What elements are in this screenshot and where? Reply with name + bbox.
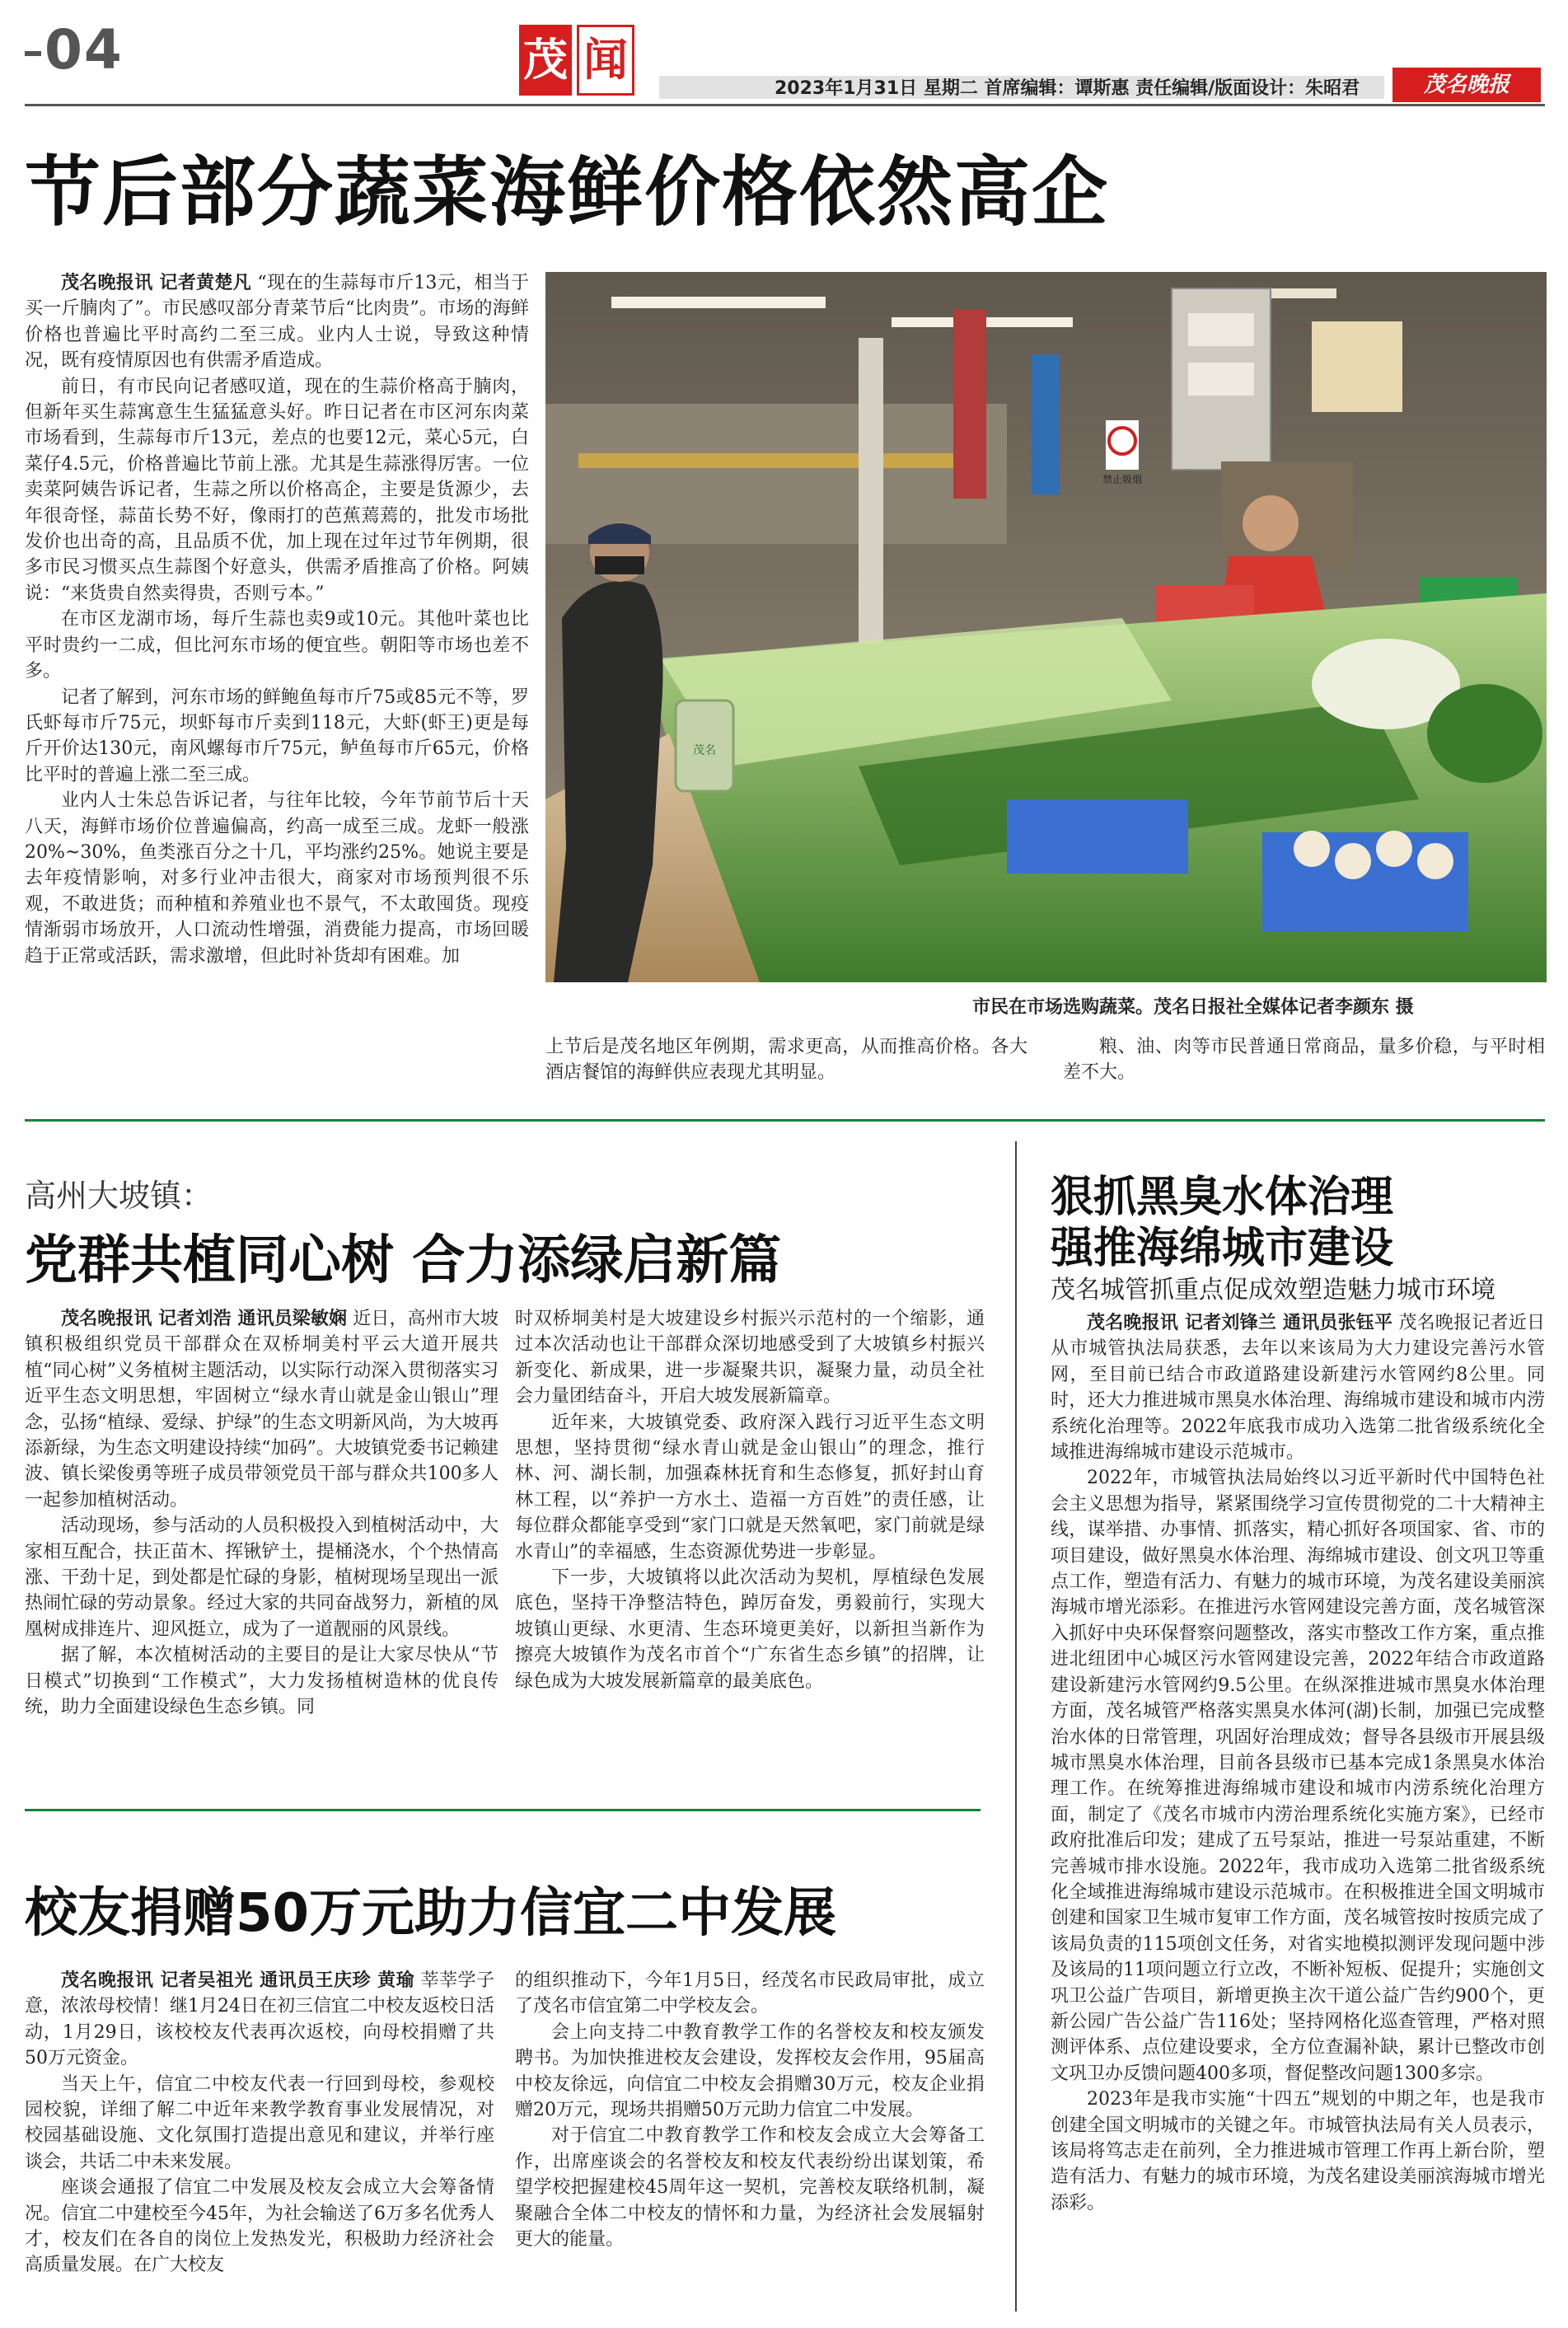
article2-para-3: 据了解，本次植树活动的主要目的是让大家尽快从“节日模式”切换到“工作模式”，大力发扬植树造林的优良传统，助力全面建设绿色生态乡镇。同 [25,1645,498,1718]
article3-headline: 校友捐赠50万元助力信宜二中发展 [25,1883,837,1944]
article3-para-6: 对于信宜二中教育教学工作和校友会成立大会筹备工作，出席座谈会的名誉校友和校友代表纷纷出谋划策，希望学校把握建校45周年这一契机，完善校友联络机制，凝聚融合全体二中校友的情怀和力量，为经济社会发展辐射更大的能量。 [515,2125,985,2251]
article4-headline-line1: 狠抓黑臭水体治理 [1051,1173,1394,1222]
article2-kicker: 高州大坡镇： [25,1178,213,1214]
article3-para-3: 座谈会通报了信宜二中发展及校友会成立大会筹备情况。信宜二中建校至今45年，为社会输送了6万多名优秀人才，校友们在各自的岗位上发热发光，积极助力经济社会高质量发展。在广大校友 [25,2177,494,2276]
article4-byline: 茂名晚报讯 记者刘锋兰 通讯员张钰平 [1087,1313,1393,1333]
article2-para-4: 时双桥垌美村是大坡建设乡村振兴示范村的一个缩影，通过本次活动也让干部群众深切地感受到了大坡镇乡村振兴新变化、新成果，进一步凝聚共识，凝聚力量，动员全社会力量团结奋斗，开启大坡发展新篇章。 [515,1309,985,1408]
article2-para-2: 活动现场，参与活动的人员积极投入到植树活动中，大家相互配合，扶正苗木、挥锹铲土，提桶浇水，个个热情高涨、干劲十足，到处都是忙碌的身影，植树现场呈现出一派热闹忙碌的劳动景象。经过大家的共同奋战努力，新植的凤凰树成排连片、迎风挺立，成为了一道靓丽的风景线。 [25,1515,498,1640]
article1-col2-text: 上节后是茂名地区年例期，需求更高，从而推高价格。各大酒店餐馆的海鲜供应表现尤其明显。 [545,1037,1027,1084]
article1-para-4: 记者了解到，河东市场的鲜鲍鱼每市斤75或85元不等，罗氏虾每市斤75元，坝虾每市斤卖到118元，大虾(虾王)更是每斤开价达130元，南风螺每市斤75元，鲈鱼每市斤65元，价格比平时的普遍上涨二至三成。 [25,686,529,785]
green-divider [25,1119,1545,1122]
newspaper-logo: 茂名晚报 [1392,68,1541,102]
section-tag [519,25,634,104]
header-info: 2023年1月31日 星期二 首席编辑：谭斯惠 责任编辑/版面设计：朱昭君 [775,78,1360,99]
article4-para-3: 2023年是我市实施“十四五”规划的中期之年，也是我市创建全国文明城市的关键之年。市城管执法局有关人员表示，该局将笃志走在前列，全力推进城市管理工作再上新台阶，塑造有活力、有魅力的城市环境，为茂名建设美丽滨海城市增光添彩。 [1051,2089,1545,2213]
column-divider [1015,1141,1017,2312]
article1-col3 [1063,1034,1545,1086]
article1-col2 [545,1034,1027,1086]
article2-col1 [25,1306,498,1721]
header-rule [25,104,1545,106]
article3-byline: 茂名晚报讯 记者吴祖光 通讯员王庆珍 黄瑜 [61,1970,415,1991]
article2-para-1: 近日，高州市大坡镇积极组织党员干部群众在双桥垌美村平云大道开展共植“同心树”义务植树主题活动，以实际行动深入贯彻落实习近平生态文明思想，牢固树立“绿水青山就是金山银山”理念，弘扬“植绿、爱绿、护绿”的生态文明新风尚，为大坡再添新绿，为生态文明建设持续“加码”。大坡镇党委书记赖建波、镇长梁俊勇等班子成员带领党员干部与群众共100多人一起参加植树活动。 [25,1309,498,1511]
green-divider-2 [25,1809,981,1811]
article3-col2 [515,1968,985,2252]
article4-headline-line2: 强推海绵城市建设 [1051,1224,1394,1273]
article1-col3-text: 粮、油、肉等市民普通日常商品，量多价稳，与平时相差不大。 [1063,1037,1545,1084]
article4-para-1: 茂名晚报记者近日从市城管执法局获悉，去年以来该局为大力建设完善污水管网，至目前已结合市政道路建设新建污水管网约8公里。同时，还大力推进城市黑臭水体治理、海绵城市建设和城市内涝系统化治理等。2022年底我市成功入选第二批省级系统化全域推进海绵城市建设示范城市。 [1051,1313,1545,1464]
article2-byline: 茂名晚报讯 记者刘浩 通讯员梁敏娴 [61,1309,348,1329]
market-photo [545,272,1547,982]
page-number: 04 [25,18,124,82]
article2-para-6: 下一步，大坡镇将以此次活动为契机，厚植绿色发展底色，坚持干净整洁特色，踔厉奋发，勇毅前行，实现大坡镇山更绿、水更清、生态环境更美好，以新担当新作为擦亮大坡镇作为茂名市首个“广东省生态乡镇”的招牌，让绿色成为大坡发展新篇章的最美底色。 [515,1567,985,1692]
article3-para-2: 当天上午，信宜二中校友代表一行回到母校，参观校园校貌，详细了解二中近年来教学教育事业发展情况，对校园基础设施、文化氛围打造提出意见和建议，并举行座谈会，共话二中未来发展。 [25,2073,494,2172]
section-char-1: 茂 [519,25,572,96]
article4-subhead: 茂名城管抓重点促成效塑造魅力城市环境 [1051,1276,1495,1305]
article3-col1 [25,1968,494,2279]
article2-headline: 党群共植同心树 合力添绿启新篇 [25,1230,782,1291]
article2-col2 [515,1306,985,1694]
article4-body [1051,1310,1545,2216]
bin-label: 茂名 [693,744,716,757]
article4-para-2: 2022年，市城管执法局始终以习近平新时代中国特色社会主义思想为指导，紧紧围绕学习宣传贯彻党的二十大精神主线，谋举措、办事情、抓落实，精心抓好各项国家、省、市的项目建设，做好黑臭水体治理、海绵城市建设、创文巩卫等重点工作，塑造有活力、有魅力的城市环境，为茂名建设美丽滨海城市增光添彩。在推进污水管网建设完善方面，茂名城管深入抓好中央环保督察问题整改，落实市整改工作方案，重点推进北纽团中心城区污水管网建设完善，2022年结合市政道路建设新建污水管网约9.5公里。在纵深推进城市黑臭水体治理方面，茂名城管严格落实黑臭水体河(湖)长制，加强已完成整治水体的日常管理，巩固好治理成效；督导各县级市开展县级城市黑臭水体治理，目前各县级市已基本完成1条黑臭水体治理工作。在统筹推进海绵城市建设和城市内涝系统化治理方面，制定了《茂名市城市内涝治理系统化实施方案》，已经市政府批准后印发；建成了五号泵站，推进一号泵站重建，不断完善城市排水设施。2022年，我市成功入选第二批省级系统化全域推进海绵城市建设示范城市。在积极推进全国文明城市创建和国家卫生城市复审工作方面，茂名城管按时按质完成了该局负责的115项创文任务，对省实地模拟测评发现问题中涉及该局的11项问题立行立改，不断补短板、促提升；实施创文巩卫公益广告项目，新增更换主次干道公益广告约900个，更新公园广告公益广告116处；坚持网格化巡查管理，严格对照测评体系、点位建设要求，全方位查漏补缺，累计已整改市创文巩卫办反馈问题400多项，督促整改问题1300多宗。 [1051,1468,1545,2084]
article1-para-5: 业内人士朱总告诉记者，与往年比较，今年节前节后十天八天，海鲜市场价位普遍偏高，约高一成至三成。龙虾一般涨20%~30%，鱼类涨百分之十几，平均涨约25%。她说主要是去年疫情影响，对多行业冲击很大，商家对市场预判很不乐观，不敢进货；而种植和养殖业也不景气，不太敢囤货。现疫情渐弱市场放开，人口流动性增强，消费能力提高，市场回暖趋于正常或活跃，需求激增，但此时补货却有困难。加 [25,790,529,967]
photo-caption: 市民在市场选购蔬菜。茂名日报社全媒体记者李颜东 摄 [972,997,1414,1018]
article1-col1 [25,270,529,969]
article1-headline: 节后部分蔬菜海鲜价格依然高企 [25,148,1110,237]
article3-para-4: 的组织推动下，今年1月5日，经茂名市民政局审批，成立了茂名市信宜第二中学校友会。 [515,1970,985,2017]
no-smoking-sign: 禁止吸烟 [1102,474,1143,485]
article1-para-3: 在市区龙湖市场，每斤生蒜也卖9或10元。其他叶菜也比平时贵约一二成，但比河东市场的便宜些。朝阳等市场也差不多。 [25,609,529,682]
article2-para-5: 近年来，大坡镇党委、政府深入践行习近平生态文明思想，坚持贯彻“绿水青山就是金山银山”的理念，推行林、河、湖长制，加强森林抚育和生态修复，抓好封山育林工程，以“养护一方水土、造福一方百姓”的责任感，让每位群众都能享受到“家门口就是天然氧吧，家门前就是绿水青山”的幸福感，生态资源优势进一步彰显。 [515,1412,985,1562]
article3-para-1: 莘莘学子意，浓浓母校情！继1月24日在初三信宜二中校友返校日活动，1月29日，该校校友代表再次返校，向母校捐赠了共50万元资金。 [25,1970,494,2069]
article1-para-2: 前日，有市民向记者感叹道，现在的生蒜价格高于腩肉，但新年买生蒜寓意生生猛猛意头好。昨日记者在市区河东肉菜市场看到，生蒜每市斤13元，差点的也要12元，菜心5元，白菜仔4.5元，价格普遍比节前上涨。尤其是生蒜涨得厉害。一位卖菜阿姨告诉记者，生蒜之所以价格高企，主要是货源少，去年很奇怪，蒜苗长势不好，像雨打的芭蕉蔫蔫的，批发市场批发价也出奇的高，且品质不优，加上现在过年过节年例期，很多市民习惯买点生蒜图个好意头，供需矛盾推高了价格。阿姨说：“来货贵自然卖得贵，否则亏本。” [25,376,529,604]
article1-para-1: “现在的生蒜每市斤13元，相当于买一斤腩肉了”。市民感叹部分青菜节后“比肉贵”。市场的海鲜价格也普遍比平时高约二至三成。业内人士说，导致这种情况，既有疫情原因也有供需矛盾造成。 [25,273,529,372]
section-char-2: 闻 [577,25,634,96]
article3-para-5: 会上向支持二中教育教学工作的名誉校友和校友颁发聘书。为加快推进校友会建设，发挥校友会作用，95届高中校友徐远，向信宜二中校友会捐赠30万元，校友企业捐赠20万元，现场共捐赠50万元助力信宜二中发展。 [515,2021,985,2121]
article1-byline: 茂名晚报讯 记者黄楚凡 [61,273,252,293]
